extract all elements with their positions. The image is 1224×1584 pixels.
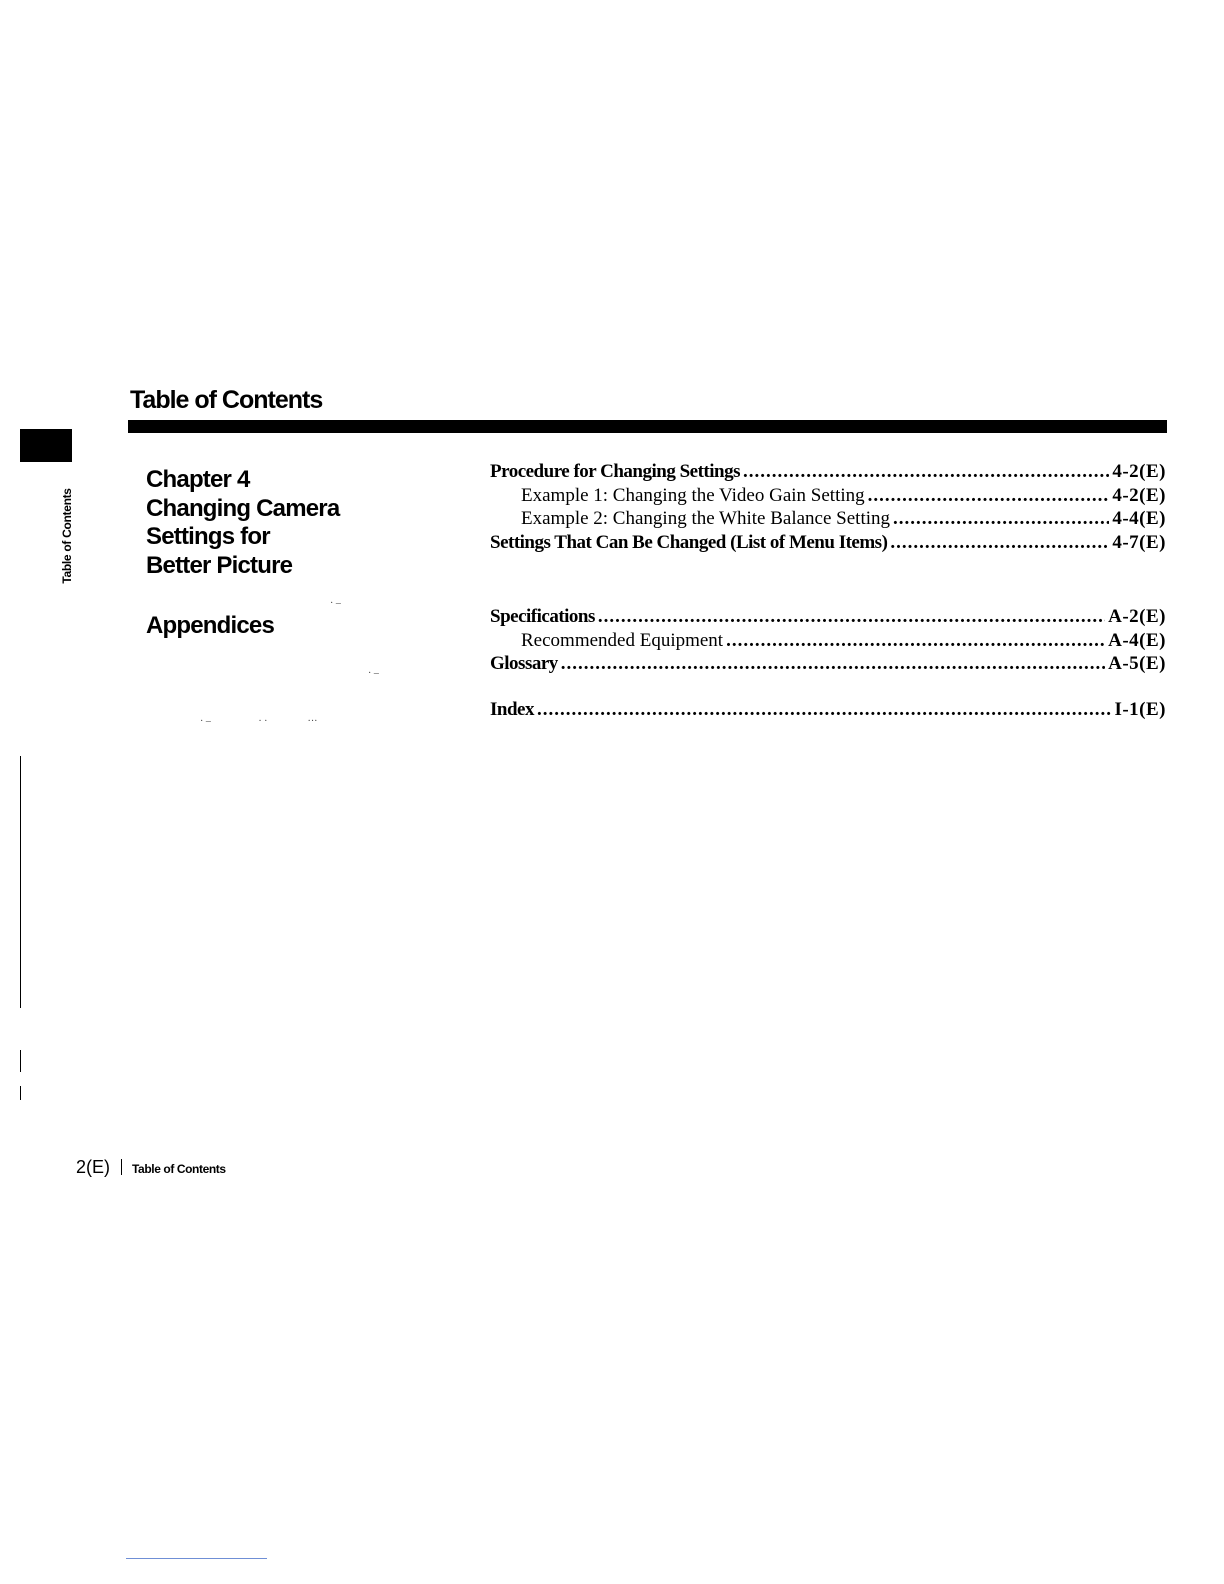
running-title: Table of Contents <box>132 1162 226 1176</box>
dot-leader <box>868 484 1110 508</box>
chapter-4-heading <box>146 466 339 580</box>
toc-entry[interactable] <box>490 698 1166 722</box>
appendices-heading <box>146 612 274 641</box>
toc-entry-label: Settings That Can Be Changed (List of Menu Items) <box>490 531 888 553</box>
scan-speck: · – · · ··· <box>200 716 318 727</box>
scan-margin-line <box>20 1086 21 1100</box>
toc-entry-page: 4-2(E) <box>1112 484 1166 506</box>
chapter-heading-line: Chapter 4 <box>146 466 250 493</box>
toc-entry-label: Index <box>490 699 534 720</box>
dot-leader <box>598 605 1105 629</box>
chapter-heading-line: Appendices <box>146 612 275 639</box>
toc-entry-label: Glossary <box>490 653 558 674</box>
toc-entry-page: 4-2(E) <box>1112 461 1166 482</box>
dot-leader <box>743 460 1109 484</box>
page-title: Table of Contents <box>130 386 323 414</box>
page-number: 2(E) <box>76 1157 111 1177</box>
toc-entry-page: I-1(E) <box>1114 699 1166 720</box>
toc-entry[interactable] <box>490 460 1166 484</box>
toc-entry[interactable] <box>490 629 1166 653</box>
toc-group-appendices <box>490 605 1166 676</box>
side-tab-label: Table of Contents <box>60 488 74 584</box>
chapter-heading-line: Better Picture <box>146 551 293 579</box>
dot-leader <box>726 629 1105 653</box>
dot-leader <box>561 652 1105 676</box>
scan-margin-line <box>20 756 21 1008</box>
toc-entry-label: Example 2: Changing the White Balance Setting <box>521 508 891 529</box>
toc-entry[interactable] <box>490 605 1166 629</box>
scan-speck: · – <box>330 598 341 609</box>
toc-entry[interactable] <box>490 507 1166 531</box>
toc-entry[interactable] <box>490 484 1166 508</box>
toc-entry-page: A-4(E) <box>1108 629 1166 651</box>
toc-entry[interactable] <box>490 531 1166 555</box>
toc-entry-label: Example 1: Changing the Video Gain Setting <box>521 484 865 506</box>
dot-leader <box>537 698 1111 722</box>
chapter-heading-line: Changing Camera <box>146 494 340 522</box>
scan-margin-line <box>20 1050 21 1072</box>
toc-entry-page: A-2(E) <box>1108 606 1166 627</box>
toc-entry-page: 4-7(E) <box>1112 531 1166 553</box>
page-footer <box>76 1157 226 1178</box>
side-tab-marker <box>20 429 72 462</box>
toc-entry-label: Recommended Equipment <box>521 629 724 651</box>
toc-group-chapter-4 <box>490 460 1166 554</box>
dot-leader <box>893 507 1109 531</box>
chapter-heading-line: Settings for <box>146 523 270 550</box>
toc-entry-label: Specifications <box>490 606 595 627</box>
toc-group-index <box>490 698 1166 722</box>
toc-entry-page: 4-4(E) <box>1112 508 1166 529</box>
toc-entry-page: A-5(E) <box>1108 653 1166 674</box>
dot-leader <box>890 531 1109 555</box>
scan-speck: · – <box>368 668 379 679</box>
toc-entry-label: Procedure for Changing Settings <box>490 461 740 482</box>
title-rule <box>128 420 1167 433</box>
toc-entry[interactable] <box>490 652 1166 676</box>
bottom-link-rule <box>126 1558 267 1559</box>
footer-separator <box>121 1159 122 1175</box>
